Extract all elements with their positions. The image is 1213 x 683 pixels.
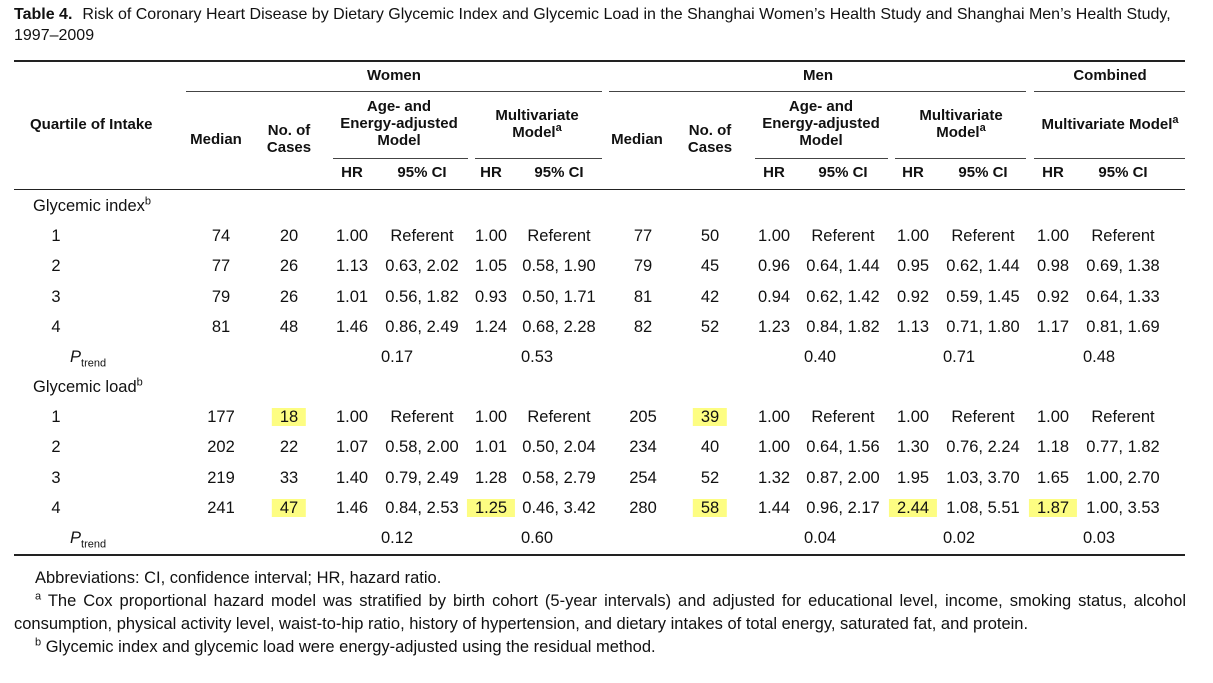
table-title: Risk of Coronary Heart Disease by Dietary Glycemic Index and Glycemic Load in the Shanghai Women’s Health Study and Shanghai Men’s Health Study, 1997–2009 bbox=[14, 6, 1171, 44]
cell-m-cases: 40 bbox=[700, 438, 720, 457]
cell-w-age-ci: Referent bbox=[390, 408, 454, 427]
footnote-b: $^b$ Glycemic index and glycemic load were energy-adjusted using the residual method. bbox=[35, 636, 656, 656]
cell-w-mv-ci: 0.46, 3.42 bbox=[522, 498, 596, 517]
cell-m-med: 81 bbox=[633, 287, 653, 306]
cell-w-med: 81 bbox=[211, 317, 231, 336]
cell-w-age-hr: 1.00 bbox=[335, 408, 369, 427]
cell-w-cases: 26 bbox=[279, 257, 299, 276]
table-label: Table 4. bbox=[14, 6, 73, 23]
header-women-cases: No. of Cases bbox=[266, 122, 312, 156]
cell-m-cases: 39 bbox=[693, 407, 727, 427]
cell-c-hr: 1.18 bbox=[1036, 438, 1070, 457]
cell-w-mv-hr: 1.25 bbox=[467, 498, 515, 518]
cell-w-mv-ci: 0.58, 2.79 bbox=[522, 468, 596, 487]
cell-w-cases: 33 bbox=[279, 468, 299, 487]
footnote-abbreviations: Abbreviations: CI, confidence interval; HR, hazard ratio. bbox=[35, 569, 442, 587]
section-title: Glycemic load$^b$ bbox=[33, 376, 143, 396]
cell-w-age-hr: 1.00 bbox=[335, 227, 369, 246]
header-hr: HR bbox=[763, 164, 785, 181]
cell-m-mv-ci: Referent bbox=[951, 408, 1015, 427]
rule-women-span bbox=[186, 91, 602, 92]
ptrend-w-age: 0.12 bbox=[380, 529, 414, 547]
header-ci: 95% CI bbox=[958, 164, 1008, 181]
cell-w-med: 202 bbox=[207, 438, 235, 457]
cell-m-mv-hr: 0.95 bbox=[896, 257, 930, 276]
cell-m-age-ci: Referent bbox=[811, 408, 875, 427]
rule-men-span bbox=[609, 91, 1026, 92]
cell-w-age-hr: 1.13 bbox=[335, 257, 369, 276]
cell-q: 3 bbox=[51, 468, 61, 487]
header-ci: 95% CI bbox=[1098, 164, 1148, 181]
cell-m-mv-hr: 1.00 bbox=[896, 227, 930, 246]
header-hr: HR bbox=[1042, 164, 1064, 181]
header-women-median: Median bbox=[190, 131, 242, 148]
cell-w-med: 77 bbox=[211, 257, 231, 276]
table-caption bbox=[14, 4, 1199, 46]
cell-w-mv-ci: 0.58, 1.90 bbox=[522, 257, 596, 276]
cell-m-mv-ci: 0.76, 2.24 bbox=[946, 438, 1020, 457]
cell-m-age-hr: 0.96 bbox=[757, 257, 791, 276]
cell-w-mv-ci: 0.68, 2.28 bbox=[522, 317, 596, 336]
header-ci: 95% CI bbox=[397, 164, 447, 181]
ptrend-m-mv: 0.02 bbox=[942, 529, 976, 547]
cell-c-ci: Referent bbox=[1091, 408, 1155, 427]
ptrend-label: $P_{trend}$ bbox=[70, 348, 107, 370]
bottom-rule bbox=[14, 554, 1185, 556]
cell-m-med: 82 bbox=[633, 317, 653, 336]
cell-w-med: 79 bbox=[211, 287, 231, 306]
cell-w-mv-ci: Referent bbox=[527, 227, 591, 246]
rule-combined-mv bbox=[1034, 158, 1185, 159]
cell-c-hr: 1.00 bbox=[1036, 408, 1070, 427]
header-men-cases: No. of Cases bbox=[687, 122, 733, 156]
ptrend-w-age: 0.17 bbox=[380, 348, 414, 366]
cell-m-age-ci: 0.64, 1.56 bbox=[806, 438, 880, 457]
cell-c-hr: 0.92 bbox=[1036, 287, 1070, 306]
cell-q: 4 bbox=[51, 317, 61, 336]
cell-m-mv-ci: 1.03, 3.70 bbox=[946, 468, 1020, 487]
ptrend-m-mv: 0.71 bbox=[942, 348, 976, 366]
rule-women-mv bbox=[475, 158, 602, 159]
cell-w-age-hr: 1.46 bbox=[335, 317, 369, 336]
cell-q: 1 bbox=[51, 227, 61, 246]
cell-c-hr: 0.98 bbox=[1036, 257, 1070, 276]
cell-m-cases: 52 bbox=[700, 468, 720, 487]
cell-w-cases: 48 bbox=[279, 317, 299, 336]
cell-w-mv-ci: Referent bbox=[527, 408, 591, 427]
cell-c-ci: 0.81, 1.69 bbox=[1086, 317, 1160, 336]
cell-q: 4 bbox=[51, 498, 61, 517]
cell-w-med: 241 bbox=[207, 498, 235, 517]
cell-c-ci: 1.00, 3.53 bbox=[1086, 498, 1160, 517]
cell-m-cases: 52 bbox=[700, 317, 720, 336]
header-men-age-model: Age- and Energy-adjusted Model bbox=[762, 98, 880, 149]
cell-w-cases: 18 bbox=[272, 407, 306, 427]
cell-c-hr: 1.65 bbox=[1036, 468, 1070, 487]
cell-w-age-hr: 1.07 bbox=[335, 438, 369, 457]
cell-w-med: 177 bbox=[207, 408, 235, 427]
header-women-age-model: Age- and Energy-adjusted Model bbox=[340, 98, 458, 149]
header-men: Men bbox=[803, 67, 833, 84]
header-rule bbox=[14, 189, 1185, 190]
cell-w-med: 74 bbox=[211, 227, 231, 246]
cell-m-mv-hr: 0.92 bbox=[896, 287, 930, 306]
cell-w-mv-hr: 1.05 bbox=[474, 257, 508, 276]
cell-w-age-ci: 0.86, 2.49 bbox=[385, 317, 459, 336]
cell-w-mv-ci: 0.50, 1.71 bbox=[522, 287, 596, 306]
cell-m-cases: 45 bbox=[700, 257, 720, 276]
cell-c-ci: 0.69, 1.38 bbox=[1086, 257, 1160, 276]
cell-m-age-ci: 0.87, 2.00 bbox=[806, 468, 880, 487]
cell-m-mv-hr: 2.44 bbox=[889, 498, 937, 518]
cell-w-med: 219 bbox=[207, 468, 235, 487]
header-men-median: Median bbox=[611, 131, 663, 148]
cell-m-age-ci: Referent bbox=[811, 227, 875, 246]
cell-c-hr: 1.00 bbox=[1036, 227, 1070, 246]
cell-w-mv-hr: 0.93 bbox=[474, 287, 508, 306]
cell-m-age-ci: 0.64, 1.44 bbox=[806, 257, 880, 276]
rule-men-age bbox=[755, 158, 888, 159]
cell-m-med: 77 bbox=[633, 227, 653, 246]
header-ci: 95% CI bbox=[818, 164, 868, 181]
cell-m-med: 280 bbox=[629, 498, 657, 517]
cell-w-age-ci: 0.79, 2.49 bbox=[385, 468, 459, 487]
ptrend-w-mv: 0.60 bbox=[520, 529, 554, 547]
cell-m-age-hr: 1.00 bbox=[757, 438, 791, 457]
cell-c-hr: 1.87 bbox=[1029, 498, 1077, 518]
top-rule bbox=[14, 60, 1185, 62]
cell-m-age-ci: 0.96, 2.17 bbox=[806, 498, 880, 517]
header-combined: Combined bbox=[1073, 67, 1147, 84]
cell-m-mv-hr: 1.00 bbox=[896, 408, 930, 427]
cell-m-med: 205 bbox=[629, 408, 657, 427]
cell-m-age-hr: 1.23 bbox=[757, 317, 791, 336]
section-title: Glycemic index$^b$ bbox=[33, 195, 151, 215]
cell-w-cases: 20 bbox=[279, 227, 299, 246]
header-quartile: Quartile of Intake bbox=[30, 116, 153, 133]
cell-w-age-ci: Referent bbox=[390, 227, 454, 246]
cell-m-mv-ci: 1.08, 5.51 bbox=[946, 498, 1020, 517]
cell-m-mv-hr: 1.95 bbox=[896, 468, 930, 487]
cell-w-age-hr: 1.01 bbox=[335, 287, 369, 306]
cell-w-age-ci: 0.63, 2.02 bbox=[385, 257, 459, 276]
header-hr: HR bbox=[480, 164, 502, 181]
header-women: Women bbox=[367, 67, 421, 84]
cell-q: 2 bbox=[51, 438, 61, 457]
cell-m-med: 234 bbox=[629, 438, 657, 457]
cell-w-age-hr: 1.46 bbox=[335, 498, 369, 517]
cell-m-mv-ci: Referent bbox=[951, 227, 1015, 246]
ptrend-m-age: 0.40 bbox=[803, 348, 837, 366]
cell-c-ci: Referent bbox=[1091, 227, 1155, 246]
cell-m-mv-hr: 1.13 bbox=[896, 317, 930, 336]
footnotes bbox=[14, 567, 1186, 659]
cell-m-med: 254 bbox=[629, 468, 657, 487]
footnote-a: $^a$ The Cox proportional hazard model was stratified by birth cohort (5-year intervals) and adjusted for educational level, income, smoking status, alcohol consumption, physical activity level, waist-to-hip ratio, history of hypertension, and dietary intakes of total energy, saturated fat, and protein. bbox=[14, 590, 1187, 633]
cell-m-cases: 50 bbox=[700, 227, 720, 246]
cell-m-age-hr: 0.94 bbox=[757, 287, 791, 306]
cell-m-med: 79 bbox=[633, 257, 653, 276]
rule-combined-span bbox=[1034, 91, 1185, 92]
cell-w-mv-hr: 1.01 bbox=[474, 438, 508, 457]
header-women-multivariate: Multivariate Model$^a$ bbox=[495, 107, 579, 141]
cell-m-age-hr: 1.32 bbox=[757, 468, 791, 487]
cell-c-ci: 1.00, 2.70 bbox=[1086, 468, 1160, 487]
cell-w-cases: 22 bbox=[279, 438, 299, 457]
cell-w-mv-hr: 1.24 bbox=[474, 317, 508, 336]
cell-w-mv-hr: 1.28 bbox=[474, 468, 508, 487]
cell-q: 3 bbox=[51, 287, 61, 306]
cell-m-mv-ci: 0.62, 1.44 bbox=[946, 257, 1020, 276]
rule-women-age bbox=[333, 158, 468, 159]
cell-q: 2 bbox=[51, 257, 61, 276]
header-hr: HR bbox=[341, 164, 363, 181]
cell-w-age-hr: 1.40 bbox=[335, 468, 369, 487]
cell-w-mv-hr: 1.00 bbox=[474, 227, 508, 246]
cell-m-cases: 42 bbox=[700, 287, 720, 306]
header-men-multivariate: Multivariate Model$^a$ bbox=[919, 107, 1003, 141]
cell-m-mv-ci: 0.71, 1.80 bbox=[946, 317, 1020, 336]
header-hr: HR bbox=[902, 164, 924, 181]
cell-q: 1 bbox=[51, 408, 61, 427]
cell-w-cases: 47 bbox=[272, 498, 306, 518]
ptrend-c: 0.03 bbox=[1082, 529, 1116, 547]
ptrend-label: $P_{trend}$ bbox=[70, 529, 107, 551]
cell-m-cases: 58 bbox=[693, 498, 727, 518]
cell-m-age-hr: 1.44 bbox=[757, 498, 791, 517]
cell-w-mv-hr: 1.00 bbox=[474, 408, 508, 427]
cell-w-age-ci: 0.84, 2.53 bbox=[385, 498, 459, 517]
cell-m-age-hr: 1.00 bbox=[757, 408, 791, 427]
cell-m-age-ci: 0.84, 1.82 bbox=[806, 317, 880, 336]
cell-m-age-hr: 1.00 bbox=[757, 227, 791, 246]
cell-m-mv-ci: 0.59, 1.45 bbox=[946, 287, 1020, 306]
cell-c-ci: 0.77, 1.82 bbox=[1086, 438, 1160, 457]
cell-c-ci: 0.64, 1.33 bbox=[1086, 287, 1160, 306]
cell-w-age-ci: 0.58, 2.00 bbox=[385, 438, 459, 457]
ptrend-m-age: 0.04 bbox=[803, 529, 837, 547]
header-combined-multivariate: Multivariate Model$^a$ bbox=[1041, 114, 1179, 133]
cell-m-age-ci: 0.62, 1.42 bbox=[806, 287, 880, 306]
ptrend-w-mv: 0.53 bbox=[520, 348, 554, 366]
rule-men-mv bbox=[895, 158, 1026, 159]
header-ci: 95% CI bbox=[534, 164, 584, 181]
cell-w-mv-ci: 0.50, 2.04 bbox=[522, 438, 596, 457]
cell-m-mv-hr: 1.30 bbox=[896, 438, 930, 457]
ptrend-c: 0.48 bbox=[1082, 348, 1116, 366]
cell-c-hr: 1.17 bbox=[1036, 317, 1070, 336]
cell-w-cases: 26 bbox=[279, 287, 299, 306]
cell-w-age-ci: 0.56, 1.82 bbox=[385, 287, 459, 306]
